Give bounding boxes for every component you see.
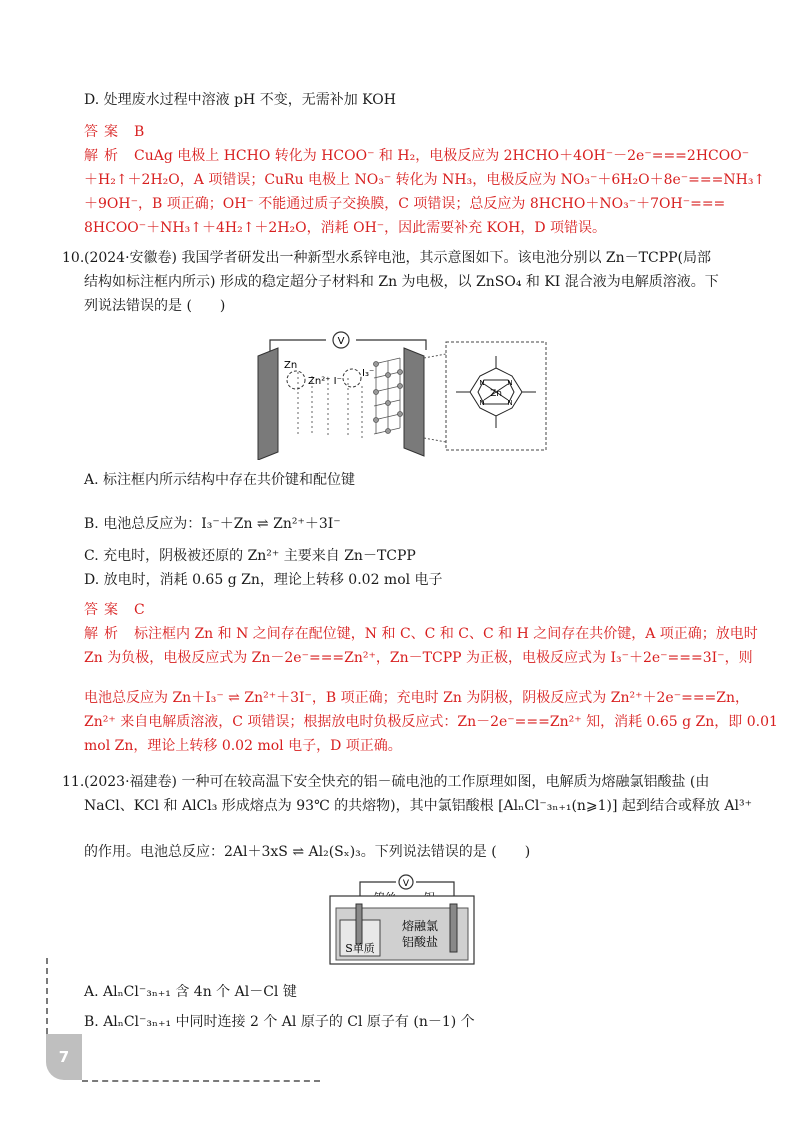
question-number: 11. (62, 774, 85, 790)
q10-option-d: D. 放电时，消耗 0.65 g Zn，理论上转移 0.02 mol 电子 (84, 572, 443, 588)
stem-line: 结构如标注框内所示) 形成的稳定超分子材料和 Zn 为电极，以 ZnSO₄ 和 KI 混合液为电解质溶液。下 (84, 274, 719, 290)
svg-text:V: V (402, 879, 410, 889)
q10-option-c: C. 充电时，阴极被还原的 Zn²⁺ 主要来自 Zn－TCPP (84, 548, 416, 564)
analysis-line: 标注框内 Zn 和 N 之间存在配位键，N 和 C、C 和 C、C 和 H 之间存在共价键，A 项正确；放电时 (134, 626, 758, 642)
analysis-label: 解析 (84, 626, 124, 642)
answer-value: C (134, 602, 145, 618)
analysis-line: Zn²⁺ 来自电解质溶液，C 项错误；根据放电时负极反应式：Zn－2e⁻===Zn²⁺ 知，消耗 0.65 g Zn，即 0.01 (84, 714, 778, 730)
analysis-line: CuAg 电极上 HCHO 转化为 HCOO⁻ 和 H₂，电极反应为 2HCHO＋4OH⁻－2e⁻===2HCOO⁻ (134, 148, 750, 164)
zn-center-label: Zn (490, 389, 502, 399)
footer-dashed-line (82, 1080, 320, 1082)
svg-text:I₃⁻: I₃⁻ (362, 368, 375, 379)
answer-label: 答案 (84, 602, 124, 618)
analysis-line: 电池总反应为 Zn＋I₃⁻ ⇌ Zn²⁺＋3I⁻，B 项正确；充电时 Zn 为阴极，阴极反应式为 Zn²⁺＋2e⁻===Zn， (84, 690, 750, 706)
zinc-electrode (258, 348, 278, 460)
q10-stem (62, 246, 744, 318)
answer-label: 答案 (84, 124, 124, 140)
analysis-line: ＋H₂↑＋2H₂O，A 项错误；CuRu 电极上 NO₃⁻ 转化为 NH₃，电极反应为 NO₃⁻＋6H₂O＋8e⁻===NH₃↑ (84, 172, 766, 188)
q10-analysis (84, 622, 778, 758)
svg-text:N: N (479, 379, 485, 387)
svg-text:铝酸盐: 铝酸盐 (401, 935, 439, 949)
svg-text:S单质: S单质 (345, 942, 375, 955)
stem-line: NaCl、KCl 和 AlCl₃ 形成熔点为 93℃ 的共熔物)，其中氯铝酸根 [AlₙCl⁻₃ₙ₊₁(n⩾1)] 起到结合或释放 Al³⁺ (84, 798, 752, 814)
svg-text:N: N (479, 399, 485, 407)
q11-option-a: A. AlₙCl⁻₃ₙ₊₁ 含 4n 个 Al－Cl 键 (84, 984, 297, 1000)
analysis-line: mol Zn，理论上转移 0.02 mol 电子，D 项正确。 (84, 738, 402, 754)
q9-option-d: D. 处理废水过程中溶液 pH 不变，无需补加 KOH (84, 92, 396, 108)
stem-line: 列说法错误的是 ( ) (84, 298, 226, 314)
analysis-line: 8HCOO⁻＋NH₃↑＋4H₂↑＋2H₂O，消耗 OH⁻，因此需要补充 KOH，D 项错误。 (84, 220, 607, 236)
svg-text:N: N (507, 379, 513, 387)
q10-option-b (84, 512, 744, 536)
svg-text:Zn²⁺ I⁻: Zn²⁺ I⁻ (308, 376, 342, 387)
svg-text:V: V (337, 336, 345, 347)
zinc-battery-figure (250, 328, 550, 460)
aluminum-electrode (450, 904, 457, 952)
analysis-label: 解析 (84, 148, 124, 164)
tungsten-wire (356, 904, 362, 944)
stem-line: (2023·福建卷) 一种可在较高温下安全快充的铝－硫电池的工作原理如图，电解质为熔融氯铝酸盐 (由 (84, 774, 710, 790)
q11-option-b: B. AlₙCl⁻₃ₙ₊₁ 中同时连接 2 个 Al 原子的 Cl 原子有 (n－1) 个 (84, 1014, 475, 1030)
svg-text:N: N (507, 399, 513, 407)
svg-text:Zn: Zn (284, 360, 298, 371)
aluminum-sulfur-cell-figure (328, 870, 476, 966)
q9-answer-line (84, 120, 744, 144)
page-number: 7 (46, 1034, 82, 1080)
analysis-line: Zn 为负极，电极反应式为 Zn－2e⁻===Zn²⁺，Zn－TCPP 为正极，电极反应式为 I₃⁻＋2e⁻===3I⁻，则 (84, 650, 753, 666)
stem-line: 的作用。电池总反应：2Al＋3xS ⇌ Al₂(Sₓ)₃。下列说法错误的是 ( ) (84, 844, 531, 860)
q11-stem (62, 770, 752, 864)
q9-analysis (84, 144, 766, 240)
answer-value: B (134, 124, 145, 140)
tcpp-electrode (404, 348, 424, 456)
question-number: 10. (62, 250, 85, 266)
stem-line: (2024·安徽卷) 我国学者研发出一种新型水系锌电池，其示意图如下。该电池分别以 Zn－TCPP(局部 (84, 250, 711, 266)
q10-option-b-text: B. 电池总反应为：I₃⁻＋Zn ⇌ Zn²⁺＋3I⁻ (84, 516, 341, 532)
svg-text:熔融氯: 熔融氯 (401, 919, 439, 933)
analysis-line: ＋9OH⁻，B 项正确；OH⁻ 不能通过质子交换膜，C 项错误；总反应为 8HCHO＋NO₃⁻＋7OH⁻=== (84, 196, 726, 212)
q10-option-a: A. 标注框内所示结构中存在共价键和配位键 (84, 472, 356, 488)
q10-answer-line (84, 598, 744, 622)
margin-dashed-line (46, 958, 48, 1034)
